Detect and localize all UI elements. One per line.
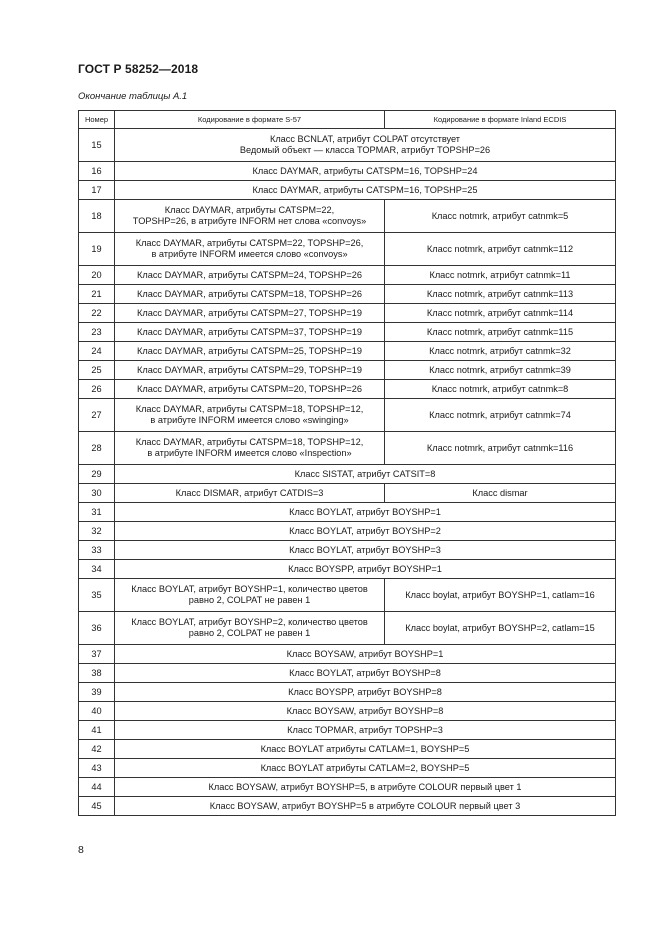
- table-caption: Окончание таблицы А.1: [78, 91, 188, 102]
- table-body: [79, 129, 616, 816]
- encoding-inland-cell: Класс notmrk, атрибут catnmk=8: [385, 380, 616, 399]
- row-number: 16: [79, 162, 115, 181]
- table-row: [79, 285, 616, 304]
- encoding-inland-cell: Класс notmrk, атрибут catnmk=113: [385, 285, 616, 304]
- row-number: 23: [79, 323, 115, 342]
- encoding-s57-cell: Класс DAYMAR, атрибуты CATSPM=20, TOPSHP=26: [115, 380, 385, 399]
- table-row: [79, 342, 616, 361]
- encoding-merged-cell: Класс BOYSAW, атрибут BOYSHP=5 в атрибуте COLOUR первый цвет 3: [115, 797, 616, 816]
- encoding-s57-cell: Класс DAYMAR, атрибуты CATSPM=37, TOPSHP=19: [115, 323, 385, 342]
- encoding-s57-cell: Класс DAYMAR, атрибуты CATSPM=22, TOPSHP=26, в атрибуте INFORM нет слова «convoys»: [115, 200, 385, 233]
- table-row: [79, 721, 616, 740]
- row-number: 32: [79, 522, 115, 541]
- table-row: [79, 465, 616, 484]
- row-number: 21: [79, 285, 115, 304]
- row-number: 38: [79, 664, 115, 683]
- encoding-s57-cell: Класс DAYMAR, атрибуты CATSPM=22, TOPSHP=26, в атрибуте INFORM имеется слово «convoys»: [115, 233, 385, 266]
- encoding-inland-cell: Класс notmrk, атрибут catnmk=11: [385, 266, 616, 285]
- encoding-inland-cell: Класс notmrk, атрибут catnmk=74: [385, 399, 616, 432]
- encoding-s57-cell: Класс BOYLAT, атрибут BOYSHP=2, количество цветов равно 2, COLPAT не равен 1: [115, 612, 385, 645]
- row-number: 33: [79, 541, 115, 560]
- row-number: 34: [79, 560, 115, 579]
- table-row: [79, 181, 616, 200]
- encoding-merged-cell: Класс TOPMAR, атрибут TOPSHP=3: [115, 721, 616, 740]
- row-number: 22: [79, 304, 115, 323]
- encoding-s57-cell: Класс DAYMAR, атрибуты CATSPM=29, TOPSHP=19: [115, 361, 385, 380]
- encoding-inland-cell: Класс notmrk, атрибут catnmk=112: [385, 233, 616, 266]
- row-number: 30: [79, 484, 115, 503]
- encoding-inland-cell: Класс boylat, атрибут BOYSHP=2, catlam=15: [385, 612, 616, 645]
- encoding-s57-cell: Класс DISMAR, атрибут CATDIS=3: [115, 484, 385, 503]
- encoding-merged-cell: Класс DAYMAR, атрибуты CATSPM=16, TOPSHP=24: [115, 162, 616, 181]
- table-row: [79, 399, 616, 432]
- encoding-merged-cell: Класс BOYLAT атрибуты CATLAM=1, BOYSHP=5: [115, 740, 616, 759]
- table-row: [79, 484, 616, 503]
- encoding-inland-cell: Класс notmrk, атрибут catnmk=39: [385, 361, 616, 380]
- row-number: 29: [79, 465, 115, 484]
- encoding-merged-cell: Класс BOYLAT, атрибут BOYSHP=3: [115, 541, 616, 560]
- encoding-merged-cell: Класс BOYLAT, атрибут BOYSHP=1: [115, 503, 616, 522]
- table-row: [79, 664, 616, 683]
- row-number: 19: [79, 233, 115, 266]
- row-number: 36: [79, 612, 115, 645]
- row-number: 24: [79, 342, 115, 361]
- encoding-s57-cell: Класс DAYMAR, атрибуты CATSPM=25, TOPSHP=19: [115, 342, 385, 361]
- table-row: [79, 740, 616, 759]
- row-number: 37: [79, 645, 115, 664]
- table-row: [79, 304, 616, 323]
- table-row: [79, 323, 616, 342]
- table-row: [79, 778, 616, 797]
- row-number: 20: [79, 266, 115, 285]
- encoding-inland-cell: Класс notmrk, атрибут catnmk=114: [385, 304, 616, 323]
- table-row: [79, 380, 616, 399]
- encoding-s57-cell: Класс DAYMAR, атрибуты CATSPM=18, TOPSHP=26: [115, 285, 385, 304]
- encoding-inland-cell: Класс dismar: [385, 484, 616, 503]
- row-number: 25: [79, 361, 115, 380]
- row-number: 40: [79, 702, 115, 721]
- encoding-merged-cell: Класс SISTAT, атрибут CATSIT=8: [115, 465, 616, 484]
- header-number: Номер: [79, 111, 115, 129]
- encoding-inland-cell: Класс boylat, атрибут BOYSHP=1, catlam=16: [385, 579, 616, 612]
- table-row: [79, 541, 616, 560]
- row-number: 39: [79, 683, 115, 702]
- encoding-s57-cell: Класс DAYMAR, атрибуты CATSPM=18, TOPSHP=12, в атрибуте INFORM имеется слово «Inspection»: [115, 432, 385, 465]
- encoding-merged-cell: Класс BCNLAT, атрибут COLPAT отсутствует Ведомый объект — класса TOPMAR, атрибут TOPSHP=26: [115, 129, 616, 162]
- encoding-merged-cell: Класс BOYSPP, атрибут BOYSHP=1: [115, 560, 616, 579]
- encoding-s57-cell: Класс DAYMAR, атрибуты CATSPM=27, TOPSHP=19: [115, 304, 385, 323]
- header-s57: Кодирование в формате S-57: [115, 111, 385, 129]
- table-row: [79, 162, 616, 181]
- encoding-merged-cell: Класс BOYLAT атрибуты CATLAM=2, BOYSHP=5: [115, 759, 616, 778]
- row-number: 27: [79, 399, 115, 432]
- encoding-merged-cell: Класс BOYSAW, атрибут BOYSHP=8: [115, 702, 616, 721]
- table-row: [79, 522, 616, 541]
- header-inland-ecdis: Кодирование в формате Inland ECDIS: [385, 111, 616, 129]
- row-number: 28: [79, 432, 115, 465]
- table-row: [79, 266, 616, 285]
- row-number: 26: [79, 380, 115, 399]
- encoding-inland-cell: Класс notmrk, атрибут catnmk=32: [385, 342, 616, 361]
- encoding-s57-cell: Класс BOYLAT, атрибут BOYSHP=1, количество цветов равно 2, COLPAT не равен 1: [115, 579, 385, 612]
- row-number: 15: [79, 129, 115, 162]
- row-number: 43: [79, 759, 115, 778]
- encoding-merged-cell: Класс BOYSPP, атрибут BOYSHP=8: [115, 683, 616, 702]
- table-row: [79, 432, 616, 465]
- row-number: 17: [79, 181, 115, 200]
- table-row: [79, 129, 616, 162]
- table-row: [79, 683, 616, 702]
- document-title: ГОСТ Р 58252—2018: [78, 62, 199, 76]
- table-row: [79, 361, 616, 380]
- data-table: [78, 110, 616, 816]
- encoding-merged-cell: Класс BOYSAW, атрибут BOYSHP=1: [115, 645, 616, 664]
- row-number: 31: [79, 503, 115, 522]
- table-row: [79, 702, 616, 721]
- table-row: [79, 759, 616, 778]
- encoding-inland-cell: Класс notmrk, атрибут catnmk=115: [385, 323, 616, 342]
- table-row: [79, 503, 616, 522]
- table-row: [79, 612, 616, 645]
- encoding-inland-cell: Класс notmrk, атрибут catnmk=116: [385, 432, 616, 465]
- row-number: 44: [79, 778, 115, 797]
- table-header-row: [79, 111, 616, 129]
- encoding-s57-cell: Класс DAYMAR, атрибуты CATSPM=24, TOPSHP=26: [115, 266, 385, 285]
- row-number: 41: [79, 721, 115, 740]
- row-number: 45: [79, 797, 115, 816]
- row-number: 18: [79, 200, 115, 233]
- encoding-merged-cell: Класс BOYSAW, атрибут BOYSHP=5, в атрибуте COLOUR первый цвет 1: [115, 778, 616, 797]
- table-row: [79, 797, 616, 816]
- table-row: [79, 233, 616, 266]
- row-number: 35: [79, 579, 115, 612]
- row-number: 42: [79, 740, 115, 759]
- encoding-merged-cell: Класс BOYLAT, атрибут BOYSHP=2: [115, 522, 616, 541]
- encoding-s57-cell: Класс DAYMAR, атрибуты CATSPM=18, TOPSHP=12, в атрибуте INFORM имеется слово «swinging»: [115, 399, 385, 432]
- encoding-merged-cell: Класс BOYLAT, атрибут BOYSHP=8: [115, 664, 616, 683]
- table-row: [79, 200, 616, 233]
- encoding-inland-cell: Класс notmrk, атрибут catnmk=5: [385, 200, 616, 233]
- encoding-merged-cell: Класс DAYMAR, атрибуты CATSPM=16, TOPSHP=25: [115, 181, 616, 200]
- table-row: [79, 645, 616, 664]
- page-number: 8: [78, 844, 84, 856]
- table-row: [79, 560, 616, 579]
- table-row: [79, 579, 616, 612]
